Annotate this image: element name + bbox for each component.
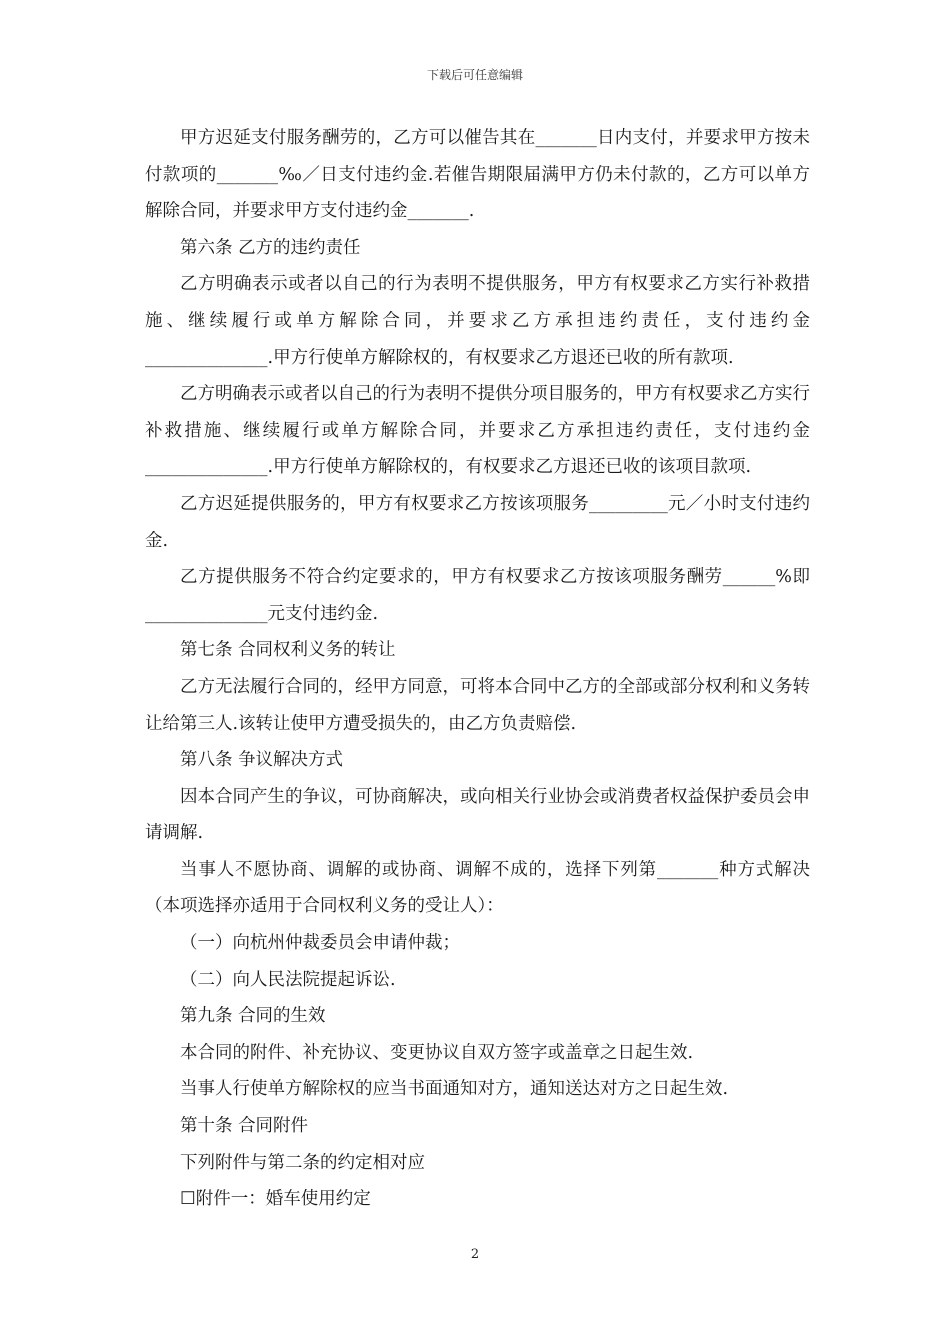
paragraph-mediation: 因本合同产生的争议，可协商解决，或向相关行业协会或消费者权益保护委员会申请调解. — [145, 786, 810, 844]
paragraph-resolution-choice: 当事人不愿协商、调解的或协商、调解不成的，选择下列第_______种方式解决（本项选择亦适用于合同权利义务的受让人）： — [145, 859, 810, 917]
option-litigation: （二）向人民法院提起诉讼. — [180, 969, 396, 990]
page-number: 2 — [470, 1247, 480, 1262]
paragraph-transfer: 乙方无法履行合同的，经甲方同意，可将本合同中乙方的全部或部分权利和义务转让给第三人.该转让使甲方遭受损失的，由乙方负责赔偿. — [145, 676, 810, 734]
paragraph-no-service: 乙方明确表示或者以自己的行为表明不提供服务，甲方有权要求乙方实行补救措施、继续履行或单方解除合同，并要求乙方承担违约责任，支付违约金______________.甲方行使单方解除权的，有权要求乙方退还已收的所有款项. — [145, 274, 810, 368]
section-heading-7: 第七条 合同权利义务的转让 — [180, 640, 396, 661]
section-heading-8: 第八条 争议解决方式 — [180, 750, 344, 771]
paragraph-no-subservice: 乙方明确表示或者以自己的行为表明不提供分项目服务的，甲方有权要求乙方实行补救措施、继续履行或单方解除合同，并要求乙方承担违约责任，支付违约金______________.甲方行使单方解除权的，有权要求乙方退还已收的该项目款项. — [145, 384, 810, 478]
paragraph-nonconforming-service: 乙方提供服务不符合约定要求的，甲方有权要求乙方按该项服务酬劳______%即______________元支付违约金. — [145, 567, 810, 624]
paragraph-termination-notice: 当事人行使单方解除权的应当书面通知对方，通知送达对方之日起生效. — [180, 1079, 729, 1100]
page-header: 下载后可任意编辑 — [426, 68, 523, 82]
paragraph-annex-intro: 下列附件与第二条的约定相对应 — [180, 1152, 425, 1173]
section-heading-9: 第九条 合同的生效 — [180, 1006, 326, 1027]
paragraph-late-service: 乙方迟延提供服务的，甲方有权要求乙方按该项服务_________元／小时支付违约金. — [145, 493, 810, 551]
document-body — [145, 120, 810, 1218]
paragraph-effectiveness: 本合同的附件、补充协议、变更协议自双方签字或盖章之日起生效. — [180, 1042, 694, 1063]
section-heading-10: 第十条 合同附件 — [180, 1116, 309, 1137]
annex-checkbox-item: ☐附件一：婚车使用约定 — [180, 1189, 371, 1210]
paragraph-late-payment: 甲方迟延支付服务酬劳的，乙方可以催告其在_______日内支付，并要求甲方按未付款项的_______‰／日支付违约金.若催告期限届满甲方仍未付款的，乙方可以单方解除合同，并要求甲方支付违约金_______. — [145, 128, 810, 222]
section-heading-6: 第六条 乙方的违约责任 — [180, 237, 361, 258]
option-arbitration: （一）向杭州仲裁委员会申请仲裁； — [180, 933, 460, 954]
